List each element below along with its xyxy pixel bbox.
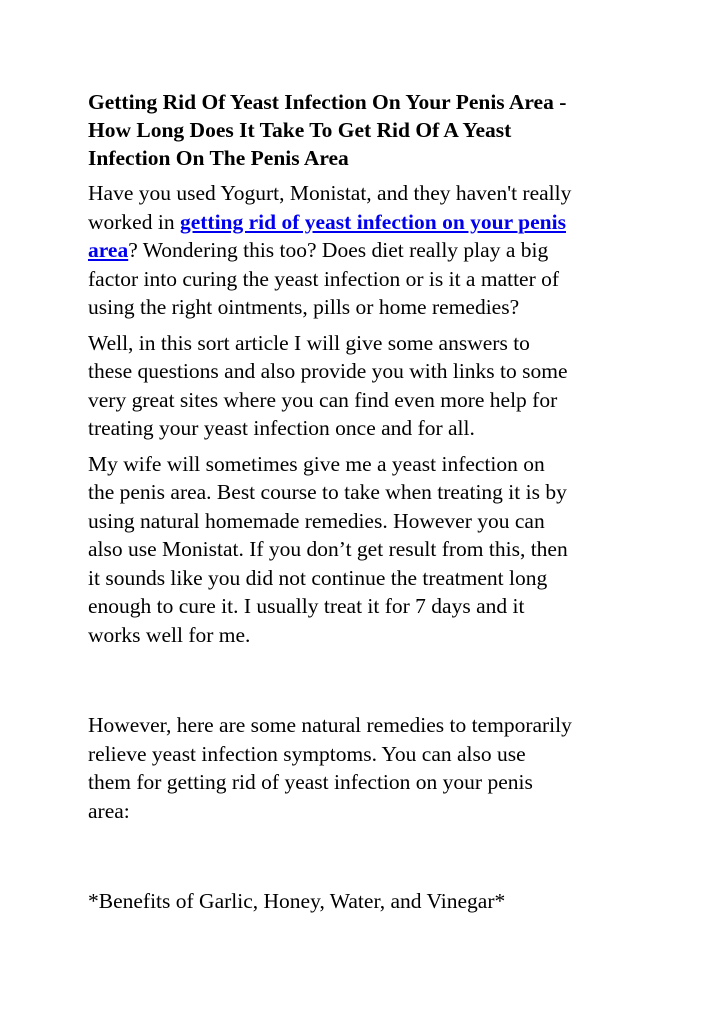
paragraph-line: My wife will sometimes give me a yeast infection on xyxy=(88,451,545,476)
paragraph-line: area: xyxy=(88,798,130,823)
document-title xyxy=(88,88,648,172)
paragraph-line: relieve yeast infection symptoms. You can also use xyxy=(88,741,526,766)
paragraph-line: factor into curing the yeast infection or is it a matter of xyxy=(88,266,560,291)
title-line: Infection On The Penis Area xyxy=(88,146,349,170)
section-heading-benefits: *Benefits of Garlic, Honey, Water, and Vinegar* xyxy=(88,889,506,913)
paragraph-intro xyxy=(88,179,648,322)
keyword-link[interactable]: getting rid of yeast infection on your penis xyxy=(179,209,566,234)
paragraph-text: worked in xyxy=(88,209,180,234)
paragraph-line: enough to cure it. I usually treat it for 7 days and it xyxy=(88,594,525,618)
paragraph-line xyxy=(88,208,648,237)
paragraph-line: them for getting rid of yeast infection on your penis xyxy=(88,770,533,794)
paragraph-line: the penis area. Best course to take when treating it is by xyxy=(88,480,567,504)
paragraph-line: using the right ointments, pills or home remedies? xyxy=(88,295,520,319)
paragraph-line: using natural homemade remedies. However you can xyxy=(88,508,545,533)
paragraph-line: it sounds like you did not continue the treatment long xyxy=(88,565,548,590)
paragraph-text: ? Wondering this too? Does diet really play a big xyxy=(128,238,549,262)
paragraph-line: also use Monistat. If you don’t get result from this, then xyxy=(88,537,568,561)
document-content xyxy=(88,88,648,916)
paragraph-line: very great sites where you can find even more help for xyxy=(88,387,558,412)
paragraph-overview xyxy=(88,329,648,443)
paragraph-line: treating your yeast infection once and for all. xyxy=(88,416,475,440)
paragraph-line: Have you used Yogurt, Monistat, and they haven't really xyxy=(88,181,572,205)
title-line: How Long Does It Take To Get Rid Of A Yeast xyxy=(88,118,512,142)
paragraph-experience xyxy=(88,450,648,650)
paragraph-line: However, here are some natural remedies to temporarily xyxy=(88,713,572,737)
paragraph-remedies xyxy=(88,711,648,825)
paragraph-line xyxy=(88,236,648,265)
paragraph-line: Well, in this sort article I will give some answers to xyxy=(88,330,530,355)
title-line: Getting Rid Of Yeast Infection On Your Penis Area - xyxy=(88,90,567,114)
paragraph-line: works well for me. xyxy=(88,622,251,647)
keyword-link-continued[interactable]: area xyxy=(88,238,129,262)
paragraph-line: these questions and also provide you with links to some xyxy=(88,359,568,383)
